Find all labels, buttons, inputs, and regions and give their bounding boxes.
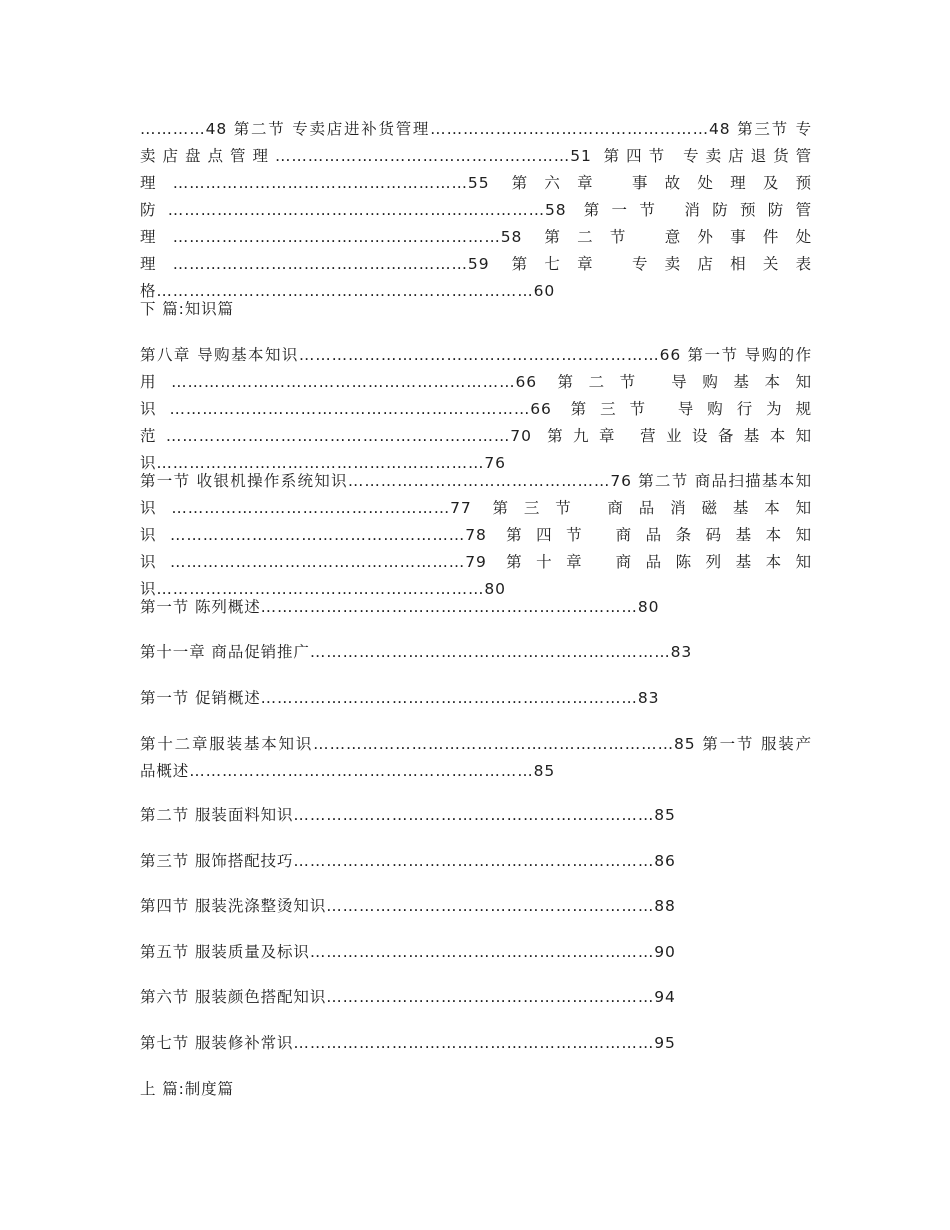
toc-entry-washing: 第四节 服装洗涤整烫知识……………………………………………………88 (140, 897, 676, 915)
toc-entry-repair: 第七节 服装修补常识…………………………………………………………95 (140, 1034, 676, 1052)
section-heading-policy: 上 篇:制度篇 (140, 1080, 234, 1098)
toc-paragraph-chapters-8-9: 第八章 导购基本知识…………………………………………………………66 第一节 导购的作用………………………………………………………66 第二节 导购基本知识…………………………………………………………66 第三节 导购行为规范………………………………………………………70 第九章 营业设备基本知识……………………………………………………76 (140, 346, 812, 472)
toc-paragraph-chapters-5-7: …………48 第二节 专卖店进补货管理……………………………………………48 第三节 专卖店盘点管理………………………………………………51 第四节 专卖店退货管理………………………………………………55 第六章 事故处理及预防……………………………………………………………58 第一节 消防预防管理……………………………………………………58 第二节 意外事件处理………………………………………………59 第七章 专卖店相关表格……………………………………………………………60 (140, 120, 812, 300)
toc-paragraph-chapter-12: 第十二章服装基本知识…………………………………………………………85 第一节 服装产品概述………………………………………………………85 (140, 735, 812, 780)
toc-paragraph-chapters-9-10: 第一节 收银机操作系统知识…………………………………………76 第二节 商品扫描基本知识……………………………………………77 第三节 商品消磁基本知识………………………………………………78 第四节 商品条码基本知识………………………………………………79 第十章 商品陈列基本知识……………………………………………………80 (140, 472, 812, 598)
toc-entry-quality: 第五节 服装质量及标识………………………………………………………90 (140, 943, 676, 961)
toc-entry-promotion-overview: 第一节 促销概述……………………………………………………………83 (140, 689, 660, 707)
toc-entry-display-overview: 第一节 陈列概述……………………………………………………………80 (140, 598, 660, 616)
section-heading-knowledge: 下 篇:知识篇 (140, 300, 234, 318)
toc-entry-chapter-11: 第十一章 商品促销推广…………………………………………………………83 (140, 643, 693, 661)
toc-entry-matching: 第三节 服饰搭配技巧…………………………………………………………86 (140, 852, 676, 870)
toc-entry-color: 第六节 服装颜色搭配知识……………………………………………………94 (140, 988, 676, 1006)
toc-entry-fabric: 第二节 服装面料知识…………………………………………………………85 (140, 806, 676, 824)
